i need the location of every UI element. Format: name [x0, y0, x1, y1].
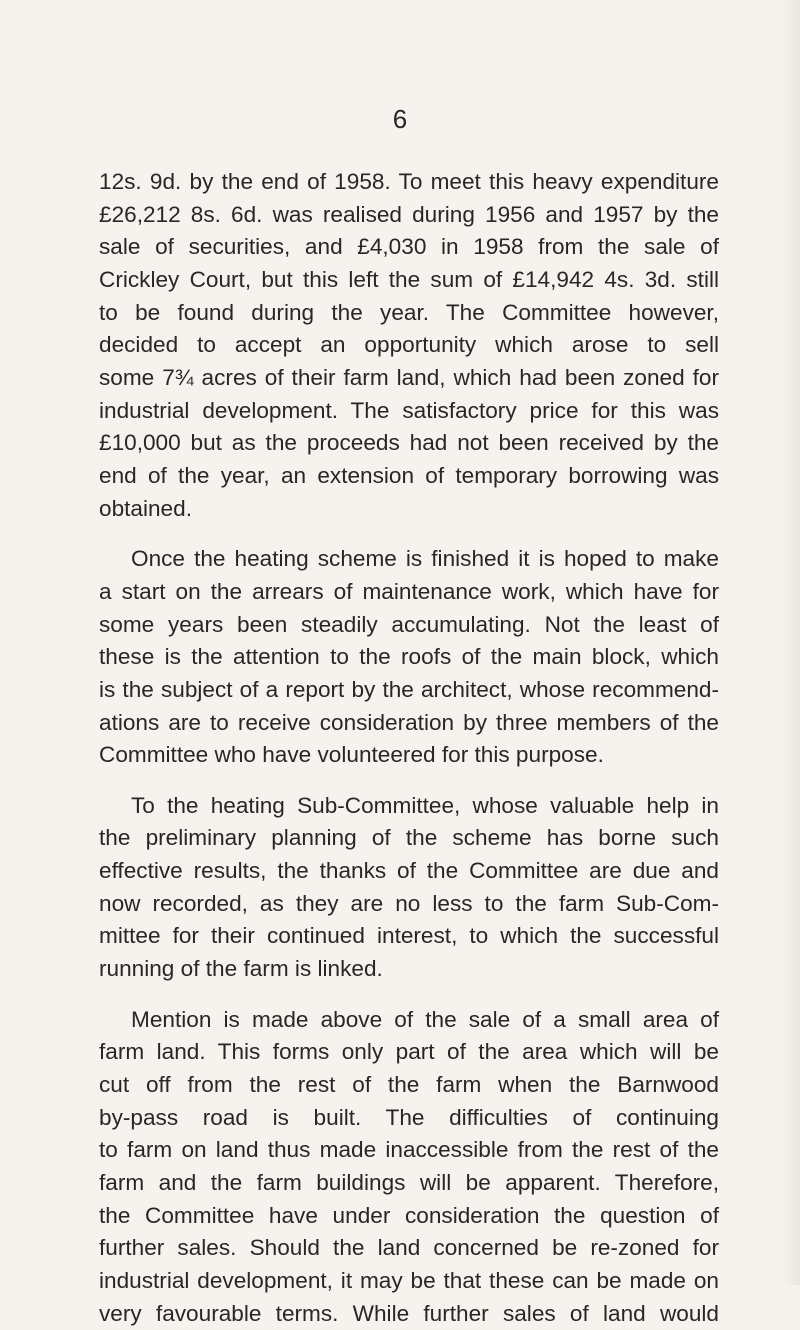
text-line: the Committee have under consideration the question of — [99, 1202, 719, 1228]
paragraph — [99, 790, 719, 986]
text-line: Mention is made above of the sale of a small area of — [131, 1006, 719, 1032]
text-line: the preliminary planning of the scheme has borne such — [99, 825, 719, 851]
text-line: these is the attention to the roofs of the main block, which — [99, 644, 719, 670]
text-line: sale of securities, and £4,030 in 1958 from the sale of — [99, 234, 719, 260]
paragraph — [99, 1004, 719, 1330]
text-line: farm land. This forms only part of the area which will be — [99, 1039, 719, 1065]
text-line: by-pass road is built. The difficulties of continuing — [99, 1104, 719, 1130]
text-line: to be found during the year. The Committee however, — [99, 299, 719, 325]
text-line: some years been steadily accumulating. Not the least of — [99, 611, 719, 637]
text-line: £26,212 8s. 6d. was realised during 1956 and 1957 by the — [99, 201, 719, 227]
text-line: ations are to receive consideration by three members of the — [99, 709, 719, 735]
text-line: is the subject of a report by the architect, whose recommend- — [99, 676, 719, 702]
text-line: now recorded, as they are no less to the farm Sub-Com- — [99, 890, 719, 916]
paragraph — [99, 166, 719, 525]
text-line: to farm on land thus made inaccessible from the rest of the — [99, 1137, 719, 1163]
paragraph — [99, 543, 719, 772]
text-line: some 7¾ acres of their farm land, which had been zoned for — [99, 364, 719, 390]
text-line: Crickley Court, but this left the sum of £14,942 4s. 3d. still — [99, 266, 719, 292]
text-line: Committee who have volunteered for this purpose. — [99, 742, 604, 768]
text-line: obtained. — [99, 495, 192, 521]
text-line: decided to accept an opportunity which arose to sell — [99, 332, 719, 358]
text-line: industrial development, it may be that these can be made on — [99, 1268, 719, 1293]
text-line: end of the year, an extension of temporary borrowing was — [99, 462, 719, 488]
text-line: mittee for their continued interest, to which the successful — [99, 923, 719, 949]
text-line: further sales. Should the land concerned be re-zoned for — [99, 1235, 719, 1261]
text-line: effective results, the thanks of the Committee are due and — [99, 858, 719, 884]
page-number: 6 — [392, 104, 408, 134]
page-edge-shadow — [782, 0, 800, 1285]
text-line: industrial development. The satisfactory price for this was — [99, 397, 719, 423]
text-line: cut off from the rest of the farm when the Barnwood — [99, 1072, 719, 1098]
text-line: very favourable terms. While further sales of land would — [99, 1300, 719, 1326]
text-line: farm and the farm buildings will be apparent. Therefore, — [99, 1170, 719, 1196]
text-line: a start on the arrears of maintenance work, which have for — [99, 578, 719, 604]
text-line: 12s. 9d. by the end of 1958. To meet this heavy expenditure — [99, 169, 719, 194]
text-line: Once the heating scheme is finished it is hoped to make — [131, 546, 719, 572]
text-line: running of the farm is linked. — [99, 956, 383, 982]
body-text — [99, 166, 719, 1330]
text-line: To the heating Sub-Committee, whose valuable help in — [131, 792, 719, 818]
text-line: £10,000 but as the proceeds had not been received by the — [99, 430, 719, 456]
